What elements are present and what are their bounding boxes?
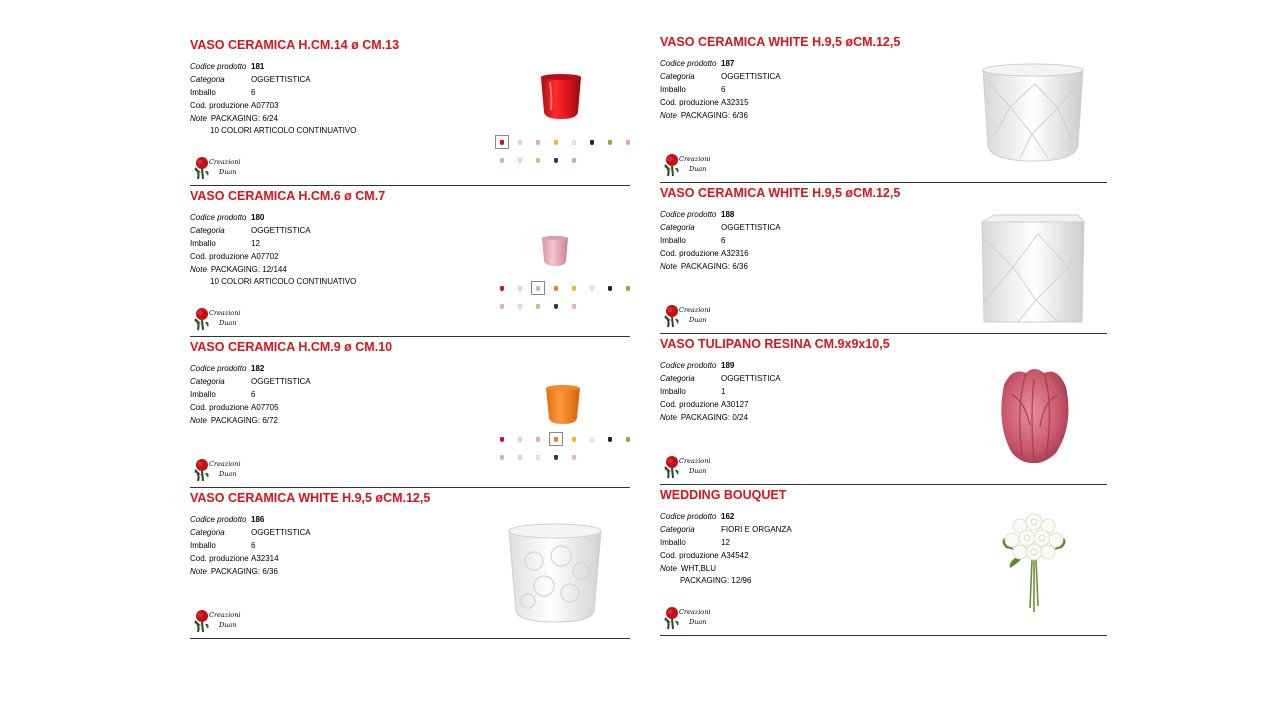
- value-cod-produzione: A07703: [251, 101, 279, 110]
- color-swatch[interactable]: [572, 140, 576, 145]
- value-categoria: OGGETTISTICA: [721, 374, 781, 383]
- label-cod-produzione: Cod. produzione: [190, 252, 249, 261]
- label-imballo: Imballo: [190, 541, 216, 550]
- value-categoria: OGGETTISTICA: [251, 377, 311, 386]
- value-cod-produzione: A32316: [721, 249, 749, 258]
- value-codice: 181: [251, 62, 265, 71]
- label-codice: Codice prodotto: [660, 361, 717, 370]
- white-faceted-square-vase-image: [978, 212, 1088, 328]
- label-categoria: Categoria: [190, 377, 225, 386]
- orange-ceramic-vase-image: [544, 383, 582, 427]
- label-imballo: Imballo: [660, 538, 686, 547]
- label-note: Note: [660, 564, 677, 573]
- brand-logo: [662, 151, 722, 179]
- color-swatch[interactable]: [518, 140, 522, 145]
- color-swatch[interactable]: [572, 286, 576, 291]
- white-embossed-vase-image: [506, 521, 604, 625]
- label-note: Note: [660, 413, 677, 422]
- product-title: VASO CERAMICA H.CM.6 ø CM.7: [190, 189, 386, 203]
- value-imballo: 6: [251, 88, 256, 97]
- product-card-162: [660, 488, 1107, 636]
- color-swatch[interactable]: [500, 286, 504, 291]
- label-imballo: Imballo: [190, 88, 216, 97]
- value-codice: 186: [251, 515, 265, 524]
- product-card-188: [660, 186, 1107, 334]
- label-note: Note: [660, 111, 677, 120]
- label-categoria: Categoria: [660, 525, 695, 534]
- value-codice: 182: [251, 364, 265, 373]
- color-swatch[interactable]: [554, 140, 558, 145]
- color-swatch[interactable]: [536, 304, 540, 309]
- product-title: VASO CERAMICA H.CM.9 ø CM.10: [190, 340, 393, 354]
- color-swatch[interactable]: [590, 286, 594, 291]
- color-swatch[interactable]: [536, 158, 540, 163]
- product-title: VASO CERAMICA WHITE H.9,5 øCM.12,5: [660, 186, 901, 200]
- value-imballo: 12: [721, 538, 730, 547]
- label-categoria: Categoria: [190, 75, 225, 84]
- brand-name: Creazioni Duan: [209, 460, 241, 478]
- product-title: VASO CERAMICA WHITE H.9,5 øCM.12,5: [190, 491, 431, 505]
- color-swatch[interactable]: [518, 158, 522, 163]
- value-note: PACKAGING: 6/36: [210, 567, 278, 576]
- label-cod-produzione: Cod. produzione: [190, 101, 249, 110]
- product-card-189: [660, 337, 1107, 485]
- selected-swatch-frame: [549, 432, 563, 446]
- product-card-186: [190, 491, 630, 639]
- product-fields: [190, 513, 311, 578]
- color-swatch[interactable]: [572, 455, 576, 460]
- value-imballo: 6: [251, 541, 256, 550]
- pink-ceramic-vase-image: [540, 234, 570, 268]
- color-swatch[interactable]: [554, 286, 558, 291]
- product-fields: [190, 211, 356, 287]
- label-note: Note: [190, 114, 207, 123]
- pink-tulip-resin-vase-image: [994, 365, 1074, 465]
- color-swatch[interactable]: [500, 437, 504, 442]
- product-fields: [660, 57, 781, 122]
- value-codice: 180: [251, 213, 265, 222]
- value-cod-produzione: A07702: [251, 252, 279, 261]
- white-faceted-round-vase-image: [980, 62, 1086, 164]
- color-swatch[interactable]: [626, 437, 630, 442]
- label-note: Note: [190, 265, 207, 274]
- color-swatch[interactable]: [518, 304, 522, 309]
- label-codice: Codice prodotto: [660, 59, 717, 68]
- color-swatch[interactable]: [626, 140, 630, 145]
- selected-swatch-frame: [531, 281, 545, 295]
- color-swatch[interactable]: [554, 455, 558, 460]
- label-note: Note: [190, 416, 207, 425]
- brand-logo: [662, 604, 722, 632]
- brand-logo: [662, 302, 722, 330]
- brand-logo: [662, 453, 722, 481]
- value-note-extra: 10 COLORI ARTICOLO CONTINUATIVO: [210, 126, 357, 135]
- color-swatch[interactable]: [572, 304, 576, 309]
- value-codice: 189: [721, 361, 735, 370]
- product-card-180: [190, 189, 630, 337]
- color-swatch[interactable]: [590, 437, 594, 442]
- product-title: WEDDING BOUQUET: [660, 488, 787, 502]
- label-cod-produzione: Cod. produzione: [190, 554, 249, 563]
- label-codice: Codice prodotto: [190, 213, 247, 222]
- brand-logo: [192, 456, 252, 484]
- value-note-extra: PACKAGING: 12/96: [680, 576, 752, 585]
- label-categoria: Categoria: [660, 72, 695, 81]
- color-swatch[interactable]: [554, 158, 558, 163]
- brand-name: Creazioni Duan: [679, 608, 711, 626]
- value-imballo: 6: [721, 236, 726, 245]
- label-categoria: Categoria: [660, 374, 695, 383]
- value-cod-produzione: A34542: [721, 551, 749, 560]
- color-swatch[interactable]: [536, 455, 540, 460]
- value-categoria: FIORI E ORGANZA: [721, 525, 792, 534]
- value-cod-produzione: A07705: [251, 403, 279, 412]
- color-swatch[interactable]: [608, 286, 612, 291]
- label-imballo: Imballo: [660, 387, 686, 396]
- value-categoria: OGGETTISTICA: [721, 223, 781, 232]
- value-note: PACKAGING: 6/36: [680, 262, 748, 271]
- color-swatch[interactable]: [518, 437, 522, 442]
- product-card-181: [190, 38, 630, 186]
- brand-name: Creazioni Duan: [679, 457, 711, 475]
- brand-name: Creazioni Duan: [209, 611, 241, 629]
- color-swatch[interactable]: [536, 140, 540, 145]
- color-swatch[interactable]: [626, 286, 630, 291]
- label-codice: Codice prodotto: [190, 364, 247, 373]
- color-swatch[interactable]: [572, 158, 576, 163]
- product-fields: [190, 362, 311, 427]
- value-cod-produzione: A30127: [721, 400, 749, 409]
- color-swatch[interactable]: [536, 437, 540, 442]
- value-categoria: OGGETTISTICA: [251, 528, 311, 537]
- color-swatch[interactable]: [518, 286, 522, 291]
- value-codice: 162: [721, 512, 735, 521]
- color-swatch[interactable]: [608, 437, 612, 442]
- value-codice: 188: [721, 210, 735, 219]
- color-swatch[interactable]: [572, 437, 576, 442]
- brand-name: Creazioni Duan: [209, 158, 241, 176]
- value-cod-produzione: A32315: [721, 98, 749, 107]
- product-title: VASO CERAMICA WHITE H.9,5 øCM.12,5: [660, 35, 901, 49]
- product-fields: [660, 208, 781, 273]
- brand-logo: [192, 607, 252, 635]
- label-categoria: Categoria: [190, 226, 225, 235]
- label-cod-produzione: Cod. produzione: [660, 400, 719, 409]
- label-cod-produzione: Cod. produzione: [660, 551, 719, 560]
- label-imballo: Imballo: [660, 85, 686, 94]
- selected-swatch-frame: [495, 135, 509, 149]
- label-imballo: Imballo: [190, 239, 216, 248]
- label-note: Note: [660, 262, 677, 271]
- color-swatch[interactable]: [590, 140, 594, 145]
- product-card-182: [190, 340, 630, 488]
- value-note: PACKAGING: 6/24: [210, 114, 278, 123]
- product-fields: [190, 60, 356, 136]
- value-imballo: 1: [721, 387, 726, 396]
- value-imballo: 12: [251, 239, 260, 248]
- label-codice: Codice prodotto: [660, 512, 717, 521]
- value-cod-produzione: A32314: [251, 554, 279, 563]
- value-note-extra: 10 COLORI ARTICOLO CONTINUATIVO: [210, 277, 357, 286]
- product-card-187: [660, 35, 1107, 183]
- label-note: Note: [190, 567, 207, 576]
- value-categoria: OGGETTISTICA: [721, 72, 781, 81]
- brand-logo: [192, 154, 252, 182]
- label-categoria: Categoria: [190, 528, 225, 537]
- color-swatch[interactable]: [500, 304, 504, 309]
- brand-name: Creazioni Duan: [679, 155, 711, 173]
- product-fields: [660, 359, 781, 424]
- value-note: PACKAGING: 6/36: [680, 111, 748, 120]
- label-categoria: Categoria: [660, 223, 695, 232]
- label-cod-produzione: Cod. produzione: [190, 403, 249, 412]
- brand-logo: [192, 305, 252, 333]
- value-categoria: OGGETTISTICA: [251, 75, 311, 84]
- product-title: VASO CERAMICA H.CM.14 ø CM.13: [190, 38, 400, 52]
- label-codice: Codice prodotto: [660, 210, 717, 219]
- label-codice: Codice prodotto: [190, 515, 247, 524]
- label-cod-produzione: Cod. produzione: [660, 98, 719, 107]
- brand-name: Creazioni Duan: [679, 306, 711, 324]
- value-note: PACKAGING: 0/24: [680, 413, 748, 422]
- color-swatch[interactable]: [500, 158, 504, 163]
- label-codice: Codice prodotto: [190, 62, 247, 71]
- value-imballo: 6: [251, 390, 256, 399]
- color-swatch[interactable]: [554, 304, 558, 309]
- label-cod-produzione: Cod. produzione: [660, 249, 719, 258]
- product-title: VASO TULIPANO RESINA CM.9x9x10,5: [660, 337, 890, 351]
- brand-name: Creazioni Duan: [209, 309, 241, 327]
- red-ceramic-vase-image: [538, 72, 584, 122]
- value-note: WHT,BLU: [680, 564, 717, 573]
- color-swatch[interactable]: [500, 455, 504, 460]
- value-imballo: 6: [721, 85, 726, 94]
- product-fields: [660, 510, 792, 586]
- value-codice: 187: [721, 59, 735, 68]
- color-swatch[interactable]: [608, 140, 612, 145]
- white-rose-bouquet-image: [998, 512, 1070, 616]
- color-swatch[interactable]: [518, 455, 522, 460]
- label-imballo: Imballo: [660, 236, 686, 245]
- value-note: PACKAGING: 12/144: [210, 265, 287, 274]
- value-categoria: OGGETTISTICA: [251, 226, 311, 235]
- value-note: PACKAGING: 6/72: [210, 416, 278, 425]
- label-imballo: Imballo: [190, 390, 216, 399]
